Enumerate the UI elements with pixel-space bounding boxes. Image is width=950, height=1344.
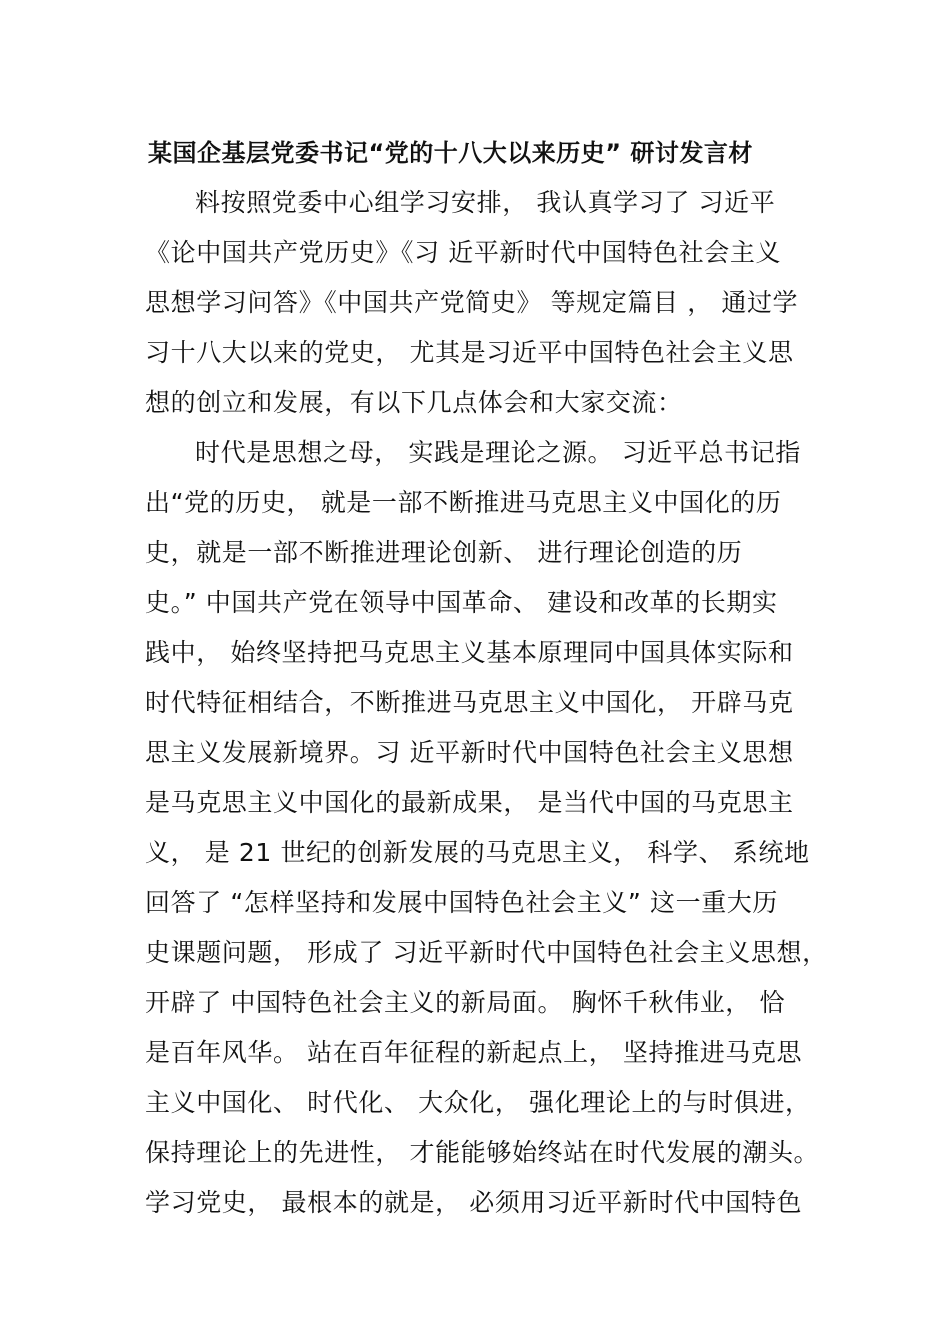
text-line: 主义中国化、 时代化、 大众化， 强化理论上的与时俱进， — [145, 1088, 811, 1117]
text-line: 习十八大以来的党史， 尤其是习近平中国特色社会主义思 — [145, 338, 794, 367]
text-line: 料按照党委中心组学习安排， 我认真学习了 习近平 — [195, 188, 776, 217]
text-line: 思主义发展新境界。习 近平新时代中国特色社会主义思想 — [145, 738, 794, 767]
text-line: 史。” 中国共产党在领导中国革命、 建设和改革的长期实 — [145, 588, 778, 617]
text-line: 史课题问题， 形成了 习近平新时代中国特色社会主义思想， — [145, 938, 828, 967]
document-title: 某国企基层党委书记“党的十八大以来历史” 研讨发言材 — [148, 139, 753, 167]
text-line: 践中， 始终坚持把马克思主义基本原理同中国具体实际和 — [145, 638, 794, 667]
text-line: 想的创立和发展，有以下几点体会和大家交流： — [145, 388, 683, 417]
text-line: 史，就是一部不断推进理论创新、 进行理论创造的历 — [145, 538, 743, 567]
text-line: 保持理论上的先进性， 才能能够始终站在时代发展的潮头。 — [145, 1138, 820, 1167]
text-line: 时代特征相结合，不断推进马克思主义中国化， 开辟马克 — [145, 688, 794, 717]
text-line: 回答了 “怎样坚持和发展中国特色社会主义” 这一重大历 — [145, 888, 778, 917]
text-line: 是百年风华。 站在百年征程的新起点上， 坚持推进马克思 — [145, 1038, 803, 1067]
text-line: 开辟了 中国特色社会主义的新局面。 胸怀千秋伟业， 恰 — [145, 988, 786, 1017]
text-line: 是马克思主义中国化的最新成果， 是当代中国的马克思主 — [145, 788, 794, 817]
text-line: 思想学习问答》《中国共产党简史》 等规定篇目 ， 通过学 — [145, 288, 799, 317]
text-line: 学习党史， 最根本的就是， 必须用习近平新时代中国特色 — [145, 1188, 803, 1217]
text-line: 出“党的历史， 就是一部不断推进马克思主义中国化的历 — [145, 488, 782, 517]
text-line: 义， 是 21 世纪的创新发展的马克思主义， 科学、 系统地 — [145, 838, 810, 867]
text-line: 《论中国共产党历史》《习 近平新时代中国特色社会主义 — [145, 238, 782, 267]
text-line: 时代是思想之母， 实践是理论之源。 习近平总书记指 — [195, 438, 801, 467]
